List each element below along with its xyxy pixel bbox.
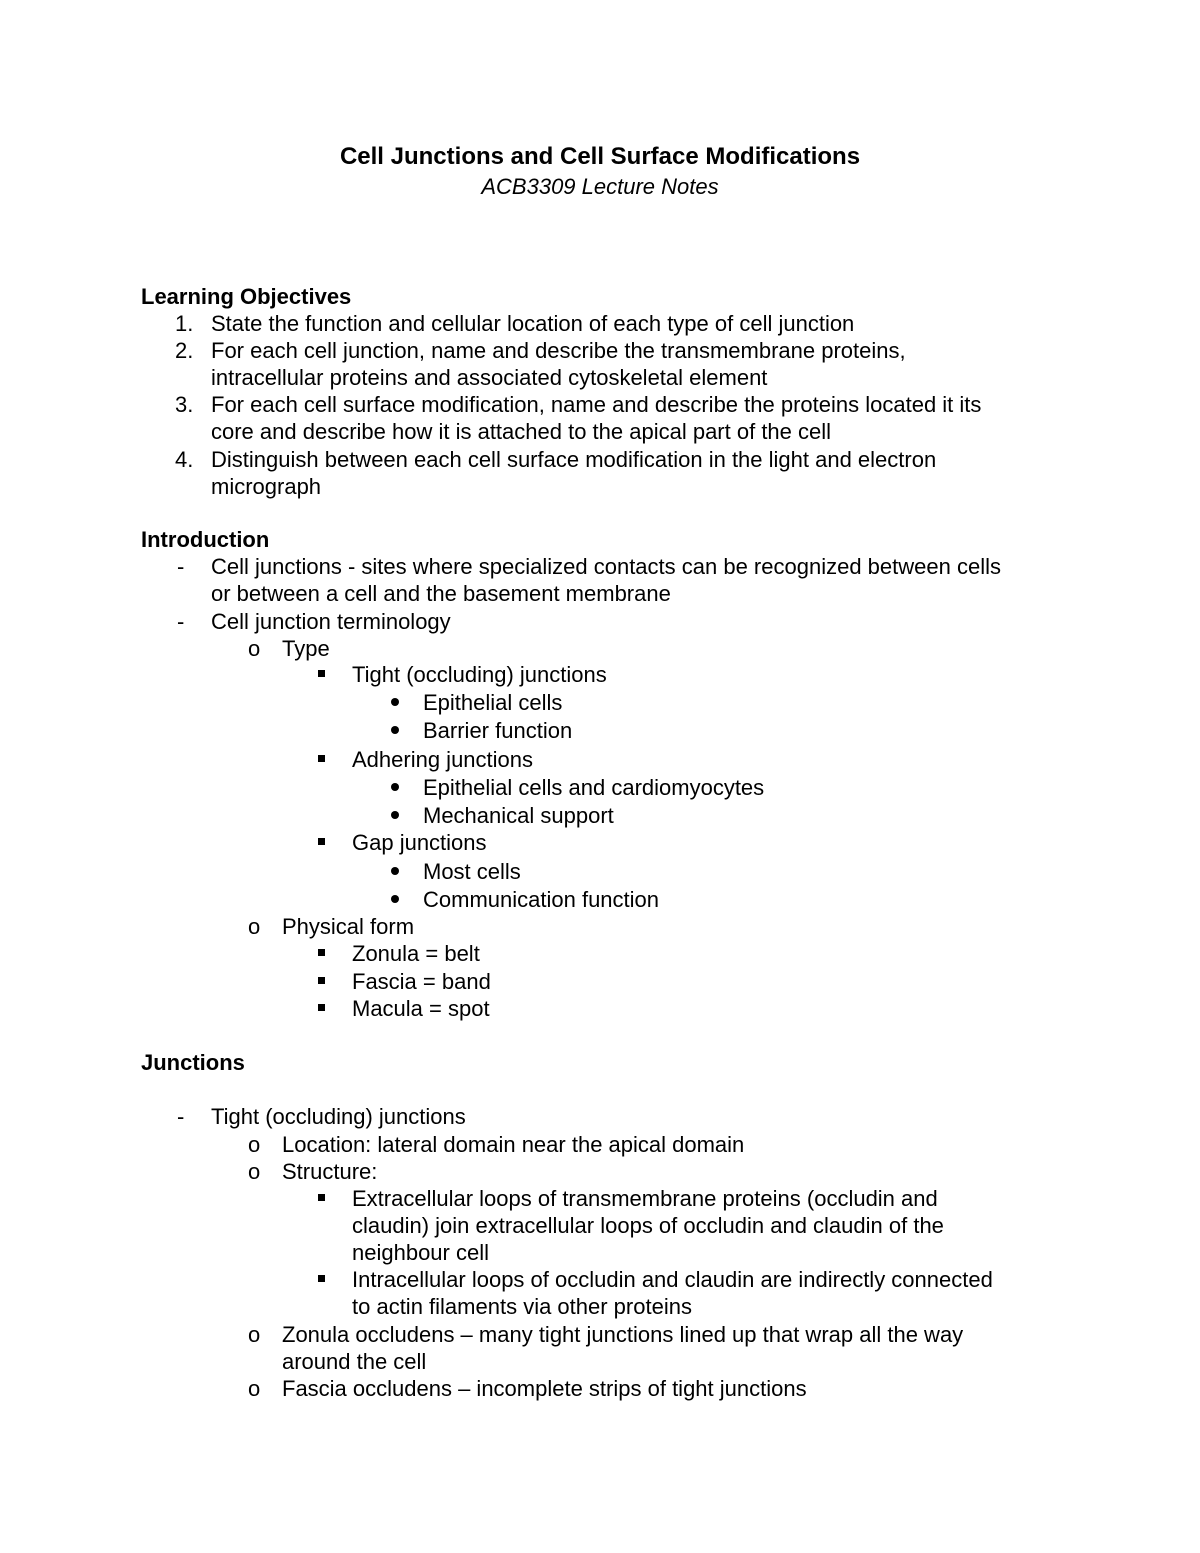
intro-text: Fascia = band <box>352 969 491 994</box>
intro-text: Most cells <box>423 859 521 884</box>
intro-text: Cell junctions - sites where specialized contacts can be recognized between cells <box>211 554 1001 579</box>
round-bullet <box>391 867 399 875</box>
junction-text: Fascia occludens – incomplete strips of tight junctions <box>282 1376 807 1401</box>
circle-bullet: o <box>248 1132 261 1157</box>
objective-number: 1. <box>175 311 194 336</box>
introduction-heading: Introduction <box>141 527 270 552</box>
round-bullet <box>391 811 399 819</box>
circle-bullet: o <box>248 1376 261 1401</box>
intro-text: Type <box>282 636 330 661</box>
square-bullet <box>318 949 325 956</box>
intro-text: Epithelial cells <box>423 690 563 715</box>
junction-text: to actin filaments via other proteins <box>352 1294 692 1319</box>
intro-text: Gap junctions <box>352 830 487 855</box>
objective-text: State the function and cellular location of each type of cell junction <box>211 311 855 336</box>
circle-bullet: o <box>248 1322 261 1347</box>
objective-number: 3. <box>175 392 194 417</box>
dash-bullet: - <box>177 1104 185 1129</box>
junction-text: neighbour cell <box>352 1240 489 1265</box>
junction-text: Structure: <box>282 1159 378 1184</box>
junction-text: Zonula occludens – many tight junctions lined up that wrap all the way <box>282 1322 964 1347</box>
objective-number: 2. <box>175 338 194 363</box>
objective-text: For each cell junction, name and describe the transmembrane proteins, <box>211 338 906 363</box>
round-bullet <box>391 698 399 706</box>
square-bullet <box>318 670 325 677</box>
document-subtitle: ACB3309 Lecture Notes <box>481 174 719 199</box>
junction-text: around the cell <box>282 1349 427 1374</box>
intro-text: Cell junction terminology <box>211 609 451 634</box>
intro-text: Adhering junctions <box>352 747 534 772</box>
intro-text: Epithelial cells and cardiomyocytes <box>423 775 765 800</box>
square-bullet <box>318 977 325 984</box>
junction-text: Location: lateral domain near the apical domain <box>282 1132 745 1157</box>
round-bullet <box>391 783 399 791</box>
intro-text: Zonula = belt <box>352 941 480 966</box>
circle-bullet: o <box>248 1159 261 1184</box>
document-title: Cell Junctions and Cell Surface Modifications <box>339 143 861 170</box>
intro-text: Physical form <box>282 914 415 939</box>
objective-text: micrograph <box>211 474 322 499</box>
junction-text: claudin) join extracellular loops of occludin and claudin of the <box>352 1213 944 1238</box>
intro-text: Mechanical support <box>423 803 614 828</box>
dash-bullet: - <box>177 554 185 579</box>
intro-text: Tight (occluding) junctions <box>352 662 607 687</box>
junctions-heading: Junctions <box>141 1050 245 1075</box>
objective-text: core and describe how it is attached to the apical part of the cell <box>211 419 832 444</box>
intro-text: Communication function <box>423 887 660 912</box>
objectives-heading: Learning Objectives <box>141 284 352 309</box>
junction-text: Tight (occluding) junctions <box>211 1104 466 1129</box>
intro-text: Macula = spot <box>352 996 490 1021</box>
square-bullet <box>318 1004 325 1011</box>
objective-number: 4. <box>175 447 194 472</box>
square-bullet <box>318 838 325 845</box>
junction-text: Intracellular loops of occludin and claudin are indirectly connected <box>352 1267 993 1292</box>
square-bullet <box>318 1194 325 1201</box>
intro-text: or between a cell and the basement membrane <box>211 581 671 606</box>
round-bullet <box>391 726 399 734</box>
square-bullet <box>318 755 325 762</box>
objective-text: For each cell surface modification, name and describe the proteins located it its <box>211 392 982 417</box>
objective-text: intracellular proteins and associated cytoskeletal element <box>211 365 768 390</box>
square-bullet <box>318 1275 325 1282</box>
round-bullet <box>391 895 399 903</box>
dash-bullet: - <box>177 609 185 634</box>
circle-bullet: o <box>248 914 261 939</box>
intro-text: Barrier function <box>423 718 573 743</box>
objective-text: Distinguish between each cell surface modification in the light and electron <box>211 447 937 472</box>
junction-text: Extracellular loops of transmembrane proteins (occludin and <box>352 1186 938 1211</box>
circle-bullet: o <box>248 636 261 661</box>
